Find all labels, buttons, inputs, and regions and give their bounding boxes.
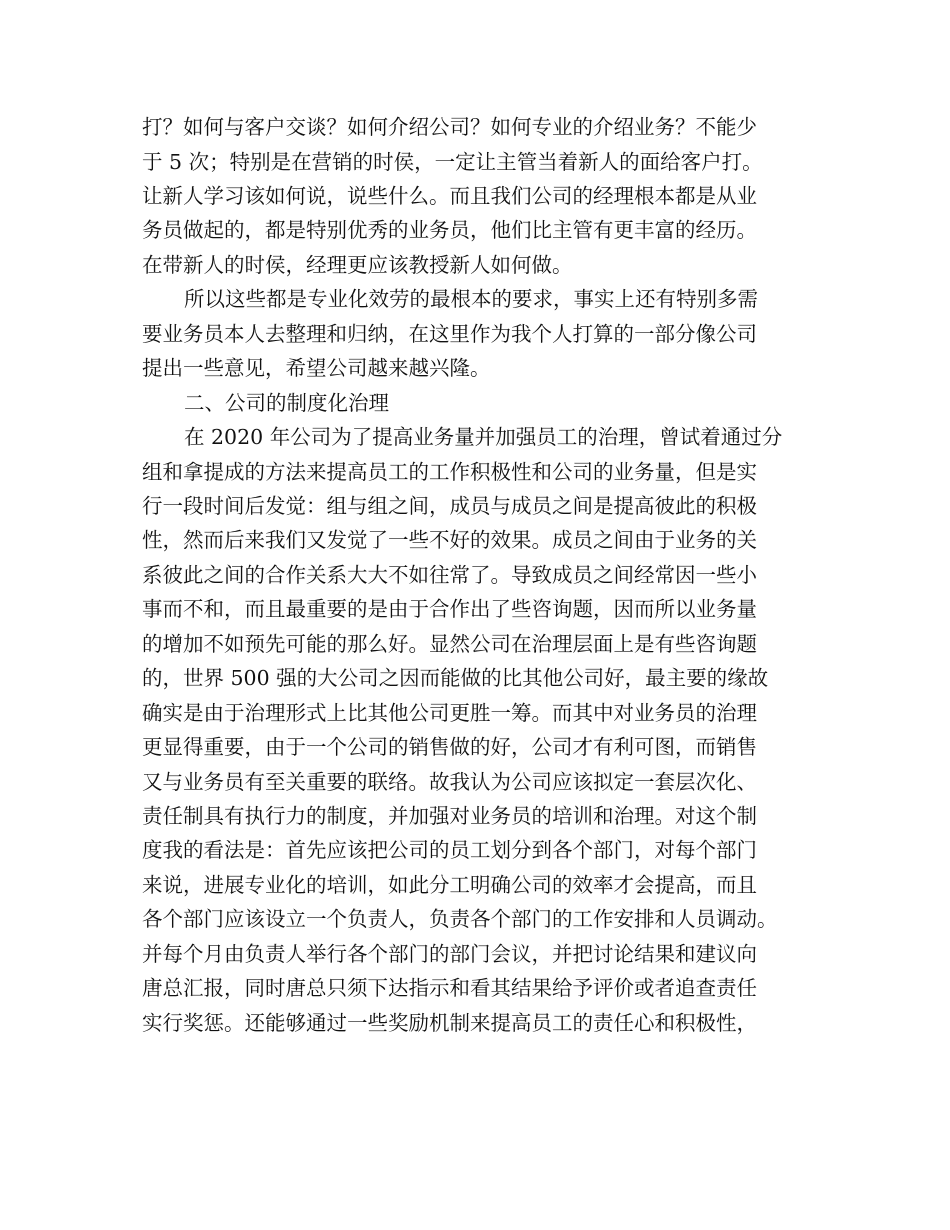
text-line: 的增加不如预先可能的那么好。显然公司在治理层面上是有些咨询题 bbox=[142, 632, 757, 656]
section-heading: 二、公司的制度化治理 bbox=[184, 391, 389, 415]
text-line: 于 5 次；特别是在营销的时侯，一定让主管当着新人的面给客户打。 bbox=[142, 150, 763, 174]
text-line: 打？如何与客户交谈？如何介绍公司？如何专业的介绍业务？不能少 bbox=[142, 115, 757, 139]
text-line: 度我的看法是：首先应该把公司的员工划分到各个部门，对每个部门 bbox=[142, 838, 757, 862]
text-line: 务员做起的，都是特别优秀的业务员，他们比主管有更丰富的经历。 bbox=[142, 218, 757, 242]
text-line: 在带新人的时侯，经理更应该教授新人如何做。 bbox=[142, 253, 573, 277]
text-line: 提出一些意见，希望公司越来越兴隆。 bbox=[142, 356, 491, 380]
text-line: 组和拿提成的方法来提高员工的工作积极性和公司的业务量，但是实 bbox=[142, 460, 757, 484]
text-line: 性，然而后来我们又发觉了一些不好的效果。成员之间由于业务的关 bbox=[142, 528, 757, 552]
text-line: 唐总汇报，同时唐总只须下达指示和看其结果给予评价或者追查责任 bbox=[142, 976, 757, 1000]
text-line: 又与业务员有至关重要的联络。故我认为公司应该拟定一套层次化、 bbox=[142, 770, 757, 794]
text-line: 确实是由于治理形式上比其他公司更胜一筹。而其中对业务员的治理 bbox=[142, 701, 757, 725]
text-line: 更显得重要，由于一个公司的销售做的好，公司才有利可图，而销售 bbox=[142, 735, 757, 759]
text-line: 责任制具有执行力的制度，并加强对业务员的培训和治理。对这个制 bbox=[142, 804, 757, 828]
paragraph-first-line: 在 2020 年公司为了提高业务量并加强员工的治理，曾试着通过分 bbox=[184, 425, 783, 449]
paragraph-first-line: 所以这些都是专业化效劳的最根本的要求，事实上还有特别多需 bbox=[184, 287, 758, 311]
text-line: 行一段时间后发觉：组与组之间，成员与成员之间是提高彼此的积极 bbox=[142, 494, 757, 518]
text-line: 来说，进展专业化的培训，如此分工明确公司的效率才会提高，而且 bbox=[142, 873, 757, 897]
text-line: 事而不和，而且最重要的是由于合作出了些咨询题，因而所以业务量 bbox=[142, 597, 757, 621]
text-line: 各个部门应该设立一个负责人，负责各个部门的工作安排和人员调动。 bbox=[142, 907, 778, 931]
text-line: 并每个月由负责人举行各个部门的部门会议，并把讨论结果和建议向 bbox=[142, 942, 757, 966]
text-line: 的，世界 500 强的大公司之因而能做的比其他公司好，最主要的缘故 bbox=[142, 666, 769, 690]
text-line: 让新人学习该如何说，说些什么。而且我们公司的经理根本都是从业 bbox=[142, 184, 757, 208]
text-line: 实行奖惩。还能够通过一些奖励机制来提高员工的责任心和积极性， bbox=[142, 1011, 757, 1035]
text-line: 系彼此之间的合作关系大大不如往常了。导致成员之间经常因一些小 bbox=[142, 563, 757, 587]
text-line: 要业务员本人去整理和归纳，在这里作为我个人打算的一部分像公司 bbox=[142, 322, 757, 346]
